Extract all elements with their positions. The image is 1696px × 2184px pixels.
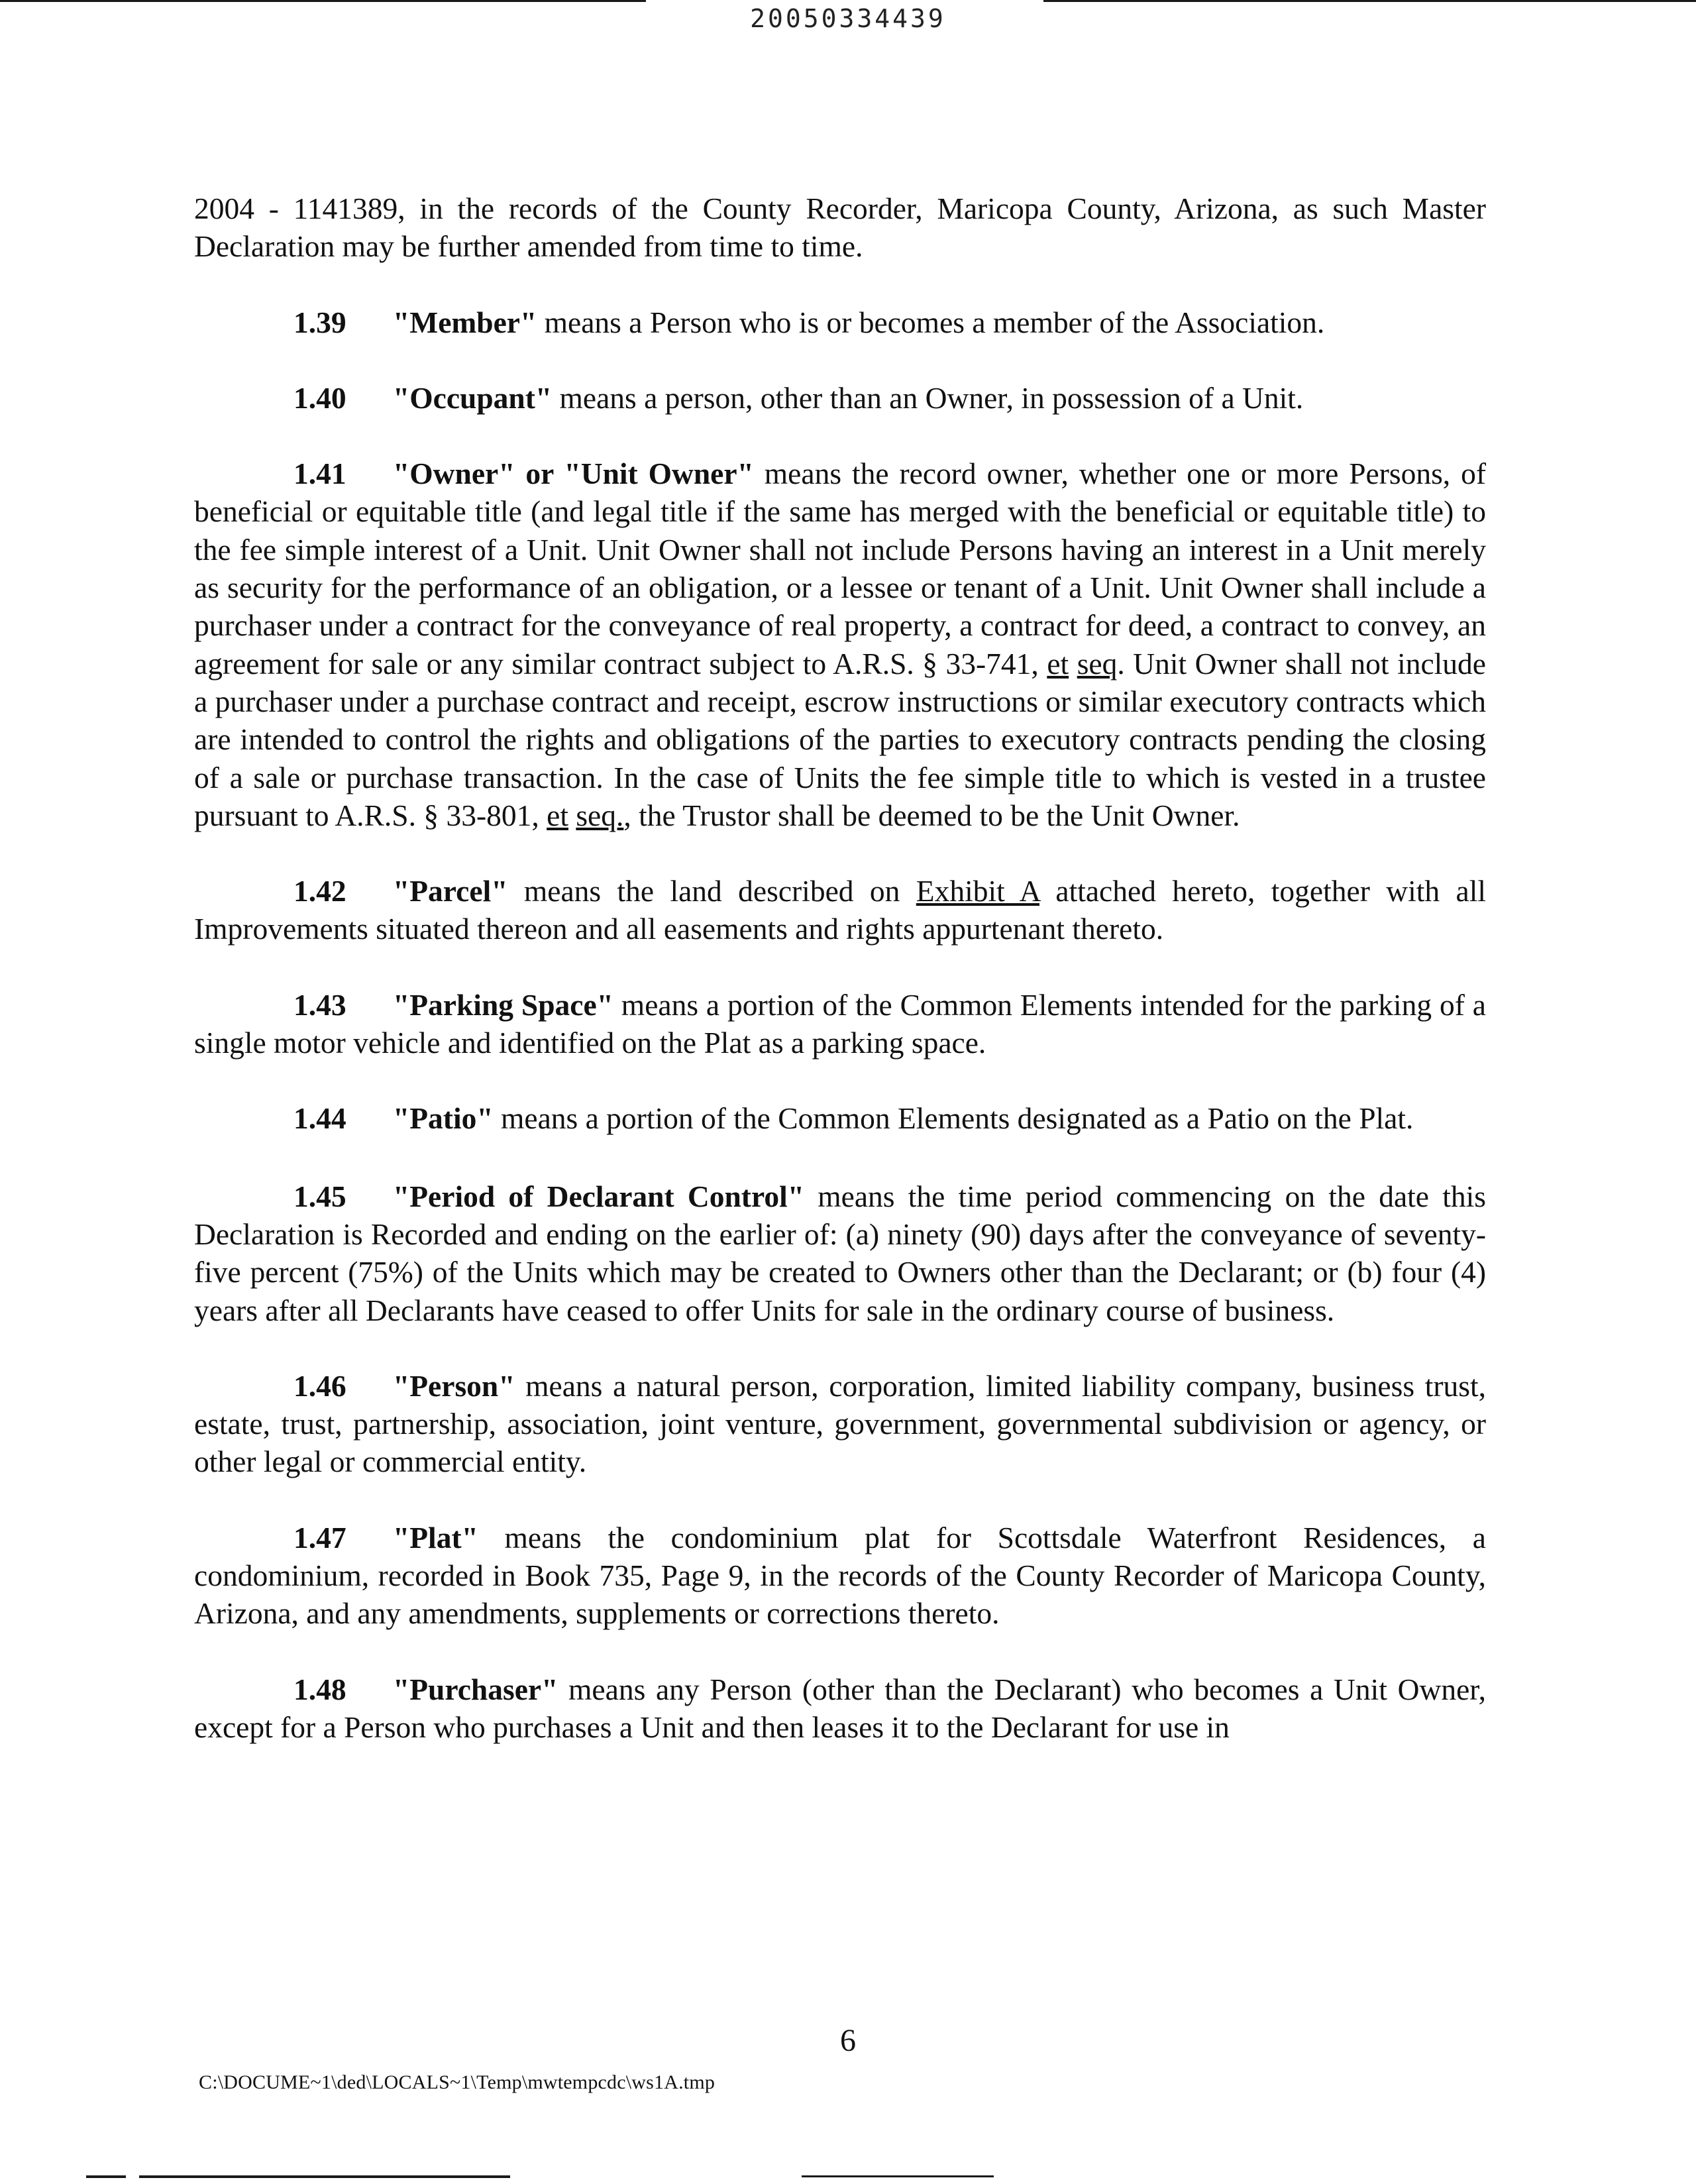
section-number: 1.40 [293, 380, 346, 415]
top-rule-left [0, 0, 646, 2]
definition-text: attached hereto, together with all Improvements situated thereon and all easements and rights appurtenant thereto. [194, 874, 1486, 946]
section-1-46 [194, 1367, 1486, 1481]
section-1-47 [194, 1519, 1486, 1633]
section-1-45 [194, 1177, 1486, 1329]
section-number: 1.41 [293, 457, 346, 491]
seq-underlined: seq. [576, 798, 624, 832]
defined-term: "Parking Space" [393, 987, 613, 1022]
definition-text: means a person, other than an Owner, in possession of a Unit. [552, 380, 1304, 415]
section-1-40 [194, 379, 1486, 417]
section-1-42 [194, 872, 1486, 948]
section-number: 1.48 [293, 1672, 346, 1706]
defined-term: "Parcel" [393, 874, 508, 908]
defined-term: "Occupant" [393, 380, 553, 415]
section-number: 1.44 [293, 1101, 346, 1136]
paragraph-continuation [194, 190, 1486, 266]
definition-text: means the condominium plat for Scottsdale Waterfront Residences, a condominium, recorded in Book 735, Page 9, in the records of the County Recorder of Maricopa County, Arizona, and any amendments, supplements or corrections thereto. [194, 1520, 1486, 1631]
definition-text: means a portion of the Common Elements designated as a Patio on the Plat. [493, 1101, 1414, 1136]
defined-term: "Patio" [393, 1101, 494, 1136]
bottom-rule-left [139, 2175, 510, 2178]
et-underlined: et [547, 798, 568, 832]
section-number: 1.43 [293, 987, 346, 1022]
section-number: 1.42 [293, 874, 346, 908]
defined-term: "Plat" [393, 1520, 478, 1555]
definition-text: means the record owner, whether one or more Persons, of beneficial or equitable title (and legal title if the same has merged with the beneficial or equitable title) to the fee simple interest of a Unit. Unit Owner shall not include Persons having an interest in a Unit merely as security for the performance of an obligation, or a lessee or tenant of a Unit. Unit Owner shall include a purchaser under a contract for the conveyance of real property, a contract for deed, a contract to convey, an agreement for sale or any similar contract subject to A.R.S. § 33-741, [194, 457, 1487, 681]
seq-underlined: seq [1077, 646, 1118, 681]
document-body [194, 190, 1486, 1784]
section-number: 1.46 [293, 1368, 346, 1403]
definition-text: means a Person who is or becomes a member of the Association. [537, 305, 1325, 339]
et-underlined: et [1047, 646, 1069, 681]
definition-text: , the Trustor shall be deemed to be the Unit Owner. [623, 798, 1240, 832]
paragraph-text: 2004 - 1141389, in the records of the County Recorder, Maricopa County, Arizona, as such Master Declaration may be further amended from time to time. [194, 191, 1486, 264]
definition-text: means any Person (other than the Declarant) who becomes a Unit Owner, except for a Person who purchases a Unit and then leases it to the Declarant for use in [194, 1672, 1486, 1744]
page-number: 6 [840, 2023, 856, 2058]
section-number: 1.47 [293, 1520, 346, 1555]
section-number: 1.45 [293, 1179, 346, 1213]
defined-term: "Person" [393, 1368, 515, 1403]
definition-text: means the time period commencing on the date this Declaration is Recorded and ending on the earlier of: (a) ninety (90) days after the conveyance of seventy-five percent (75%) of the Units which may be created to Owners other than the Declarant; or (b) four (4) years after all Declarants have ceased to offer Units for sale in the ordinary course of business. [194, 1179, 1486, 1327]
section-1-43 [194, 986, 1486, 1062]
recording-number: 20050334439 [750, 4, 946, 33]
definition-text: . Unit Owner shall not include a purchaser under a purchase contract and receipt, escrow instructions or similar executory contracts which are intended to control the rights and obligations of the parties to executory contracts pending the closing of a sale or purchase transaction. In the case of Units the fee simple title to which is vested in a trustee pursuant to A.R.S. § 33-801, [194, 646, 1486, 832]
definition-text: means a natural person, corporation, limited liability company, business trust, estate, trust, partnership, association, joint venture, government, governmental subdivision or agency, or other legal or commercial entity. [194, 1368, 1486, 1479]
section-1-39 [194, 303, 1486, 341]
section-1-41 [194, 455, 1486, 834]
defined-term: "Purchaser" [393, 1672, 558, 1706]
top-rule-right [1043, 0, 1696, 2]
defined-term: "Owner" or "Unit Owner" [393, 457, 754, 491]
definition-text: means the land described on [507, 874, 916, 908]
section-1-48 [194, 1670, 1486, 1747]
bottom-rule-right [802, 2175, 994, 2177]
defined-term: "Member" [393, 305, 537, 339]
section-number: 1.39 [293, 305, 346, 339]
defined-term: "Period of Declarant Control" [393, 1179, 804, 1213]
file-path-footer: C:\DOCUME~1\ded\LOCALS~1\Temp\mwtempcdc\ws1A.tmp [199, 2071, 716, 2093]
exhibit-reference: Exhibit A [916, 874, 1039, 908]
section-1-44 [194, 1099, 1486, 1137]
definition-text: means a portion of the Common Elements intended for the parking of a single motor vehicle and identified on the Plat as a parking space. [194, 987, 1486, 1060]
bottom-rule-tick [86, 2175, 126, 2178]
